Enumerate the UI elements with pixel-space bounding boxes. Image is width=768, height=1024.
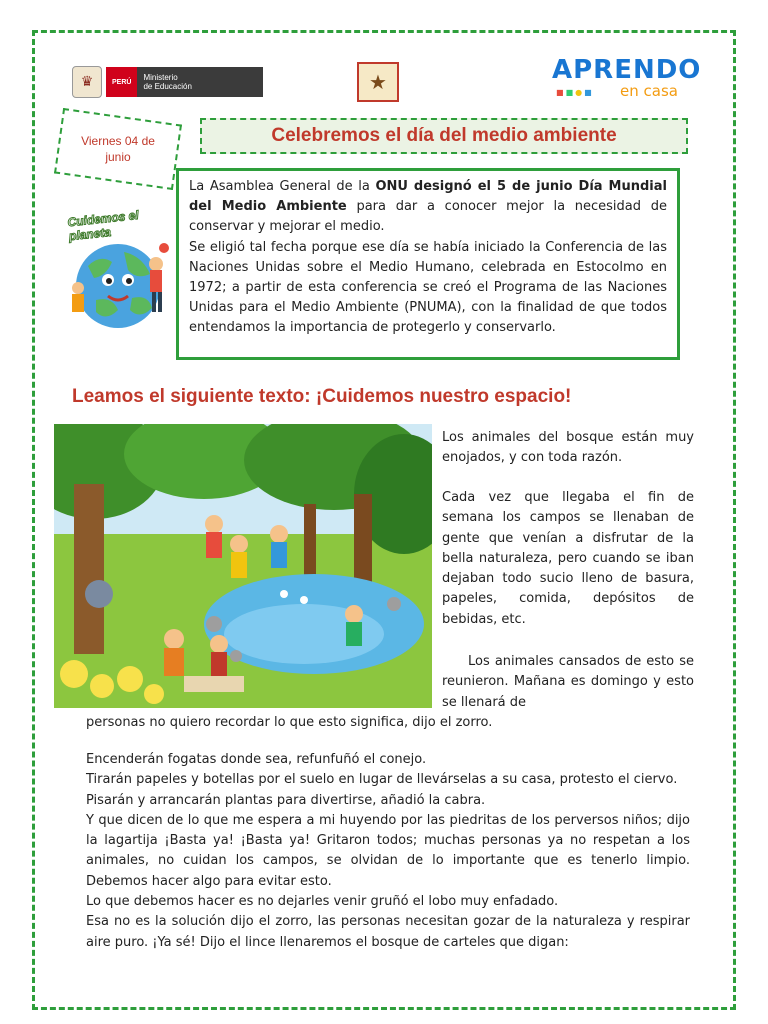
story-line: Y que dicen de lo que me espera a mi huyendo por las piedritas de los perversos niños; dijo la lagartija ¡Basta ya! ¡Basta ya! Gritaron todos; muchas personas ya no respetan a los animales, no cuidan los campos, se olvidan de lo importante que es tenerlo limpio. Debemos hacer algo para evitar esto. <box>86 812 690 889</box>
story-paragraph-3 <box>442 652 694 713</box>
story-line: Encenderán fogatas donde sea, refunfuñó el conejo. <box>86 752 427 767</box>
school-emblem-icon: ★ <box>357 62 399 102</box>
page-title: Celebremos el día del medio ambiente <box>271 125 617 146</box>
intro-paragraph-2: Se eligió tal fecha porque ese día se había iniciado la Conferencia de las Naciones Unidas sobre el Medio Humano, celebrada en Estocolmo en 1972; a partir de esta conferencia se creó el Programa de las Naciones Unidas para el Medio Ambiente (PNUMA), con la finalidad de que todos entendamos la importancia de protegerlo y conservarlo. <box>189 239 667 336</box>
forest-picnic-icon <box>54 424 432 708</box>
story-line: Tirarán papeles y botellas por el suelo en lugar de llevárselas a su casa, protesto el ciervo. <box>86 772 678 788</box>
story-paragraph-3-continued <box>86 713 690 733</box>
ministry-name <box>137 67 263 97</box>
brand-line1: APRENDO <box>552 55 702 85</box>
title-banner <box>200 118 688 154</box>
story-line: Esa no es la solución dijo el zorro, las personas necesitan gozar de la naturaleza y respirar aire puro. ¡Ya sé! Dijo el lince llenaremos el bosque de carteles que digan: <box>86 914 690 950</box>
story-line: Pisarán y arrancarán plantas para divertirse, añadió la cabra. <box>86 792 486 808</box>
story-paragraph-1 <box>442 428 694 469</box>
coat-of-arms-icon: ♛ <box>72 66 102 98</box>
date-text: Viernes 04 de junio <box>81 134 155 164</box>
story-text-3: Los animales cansados de esto se reunieron. Mañana es domingo y esto se llenará de <box>442 654 694 710</box>
country-badge: PERÚ <box>106 67 137 97</box>
aprendo-en-casa-logo <box>552 55 702 100</box>
intro-box <box>176 168 680 360</box>
story-text-2: Cada vez que llegaba el fin de semana los campos se llenaban de gente que venían a disfrutar de la bella naturaleza, pero cuando se iban dejaban todo sucio lleno de basura, papeles, comida, depósitos de bebidas, etc. <box>442 490 694 627</box>
story-line: Lo que debemos hacer es no dejarles venir gruñó el lobo muy enfadado. <box>86 894 559 910</box>
ministry-logo <box>72 66 263 98</box>
story-text-1: Los animales del bosque están muy enojados, y con toda razón. <box>442 430 694 466</box>
forest-scene-illustration <box>54 424 432 708</box>
planet-illustration <box>66 204 170 344</box>
brand-line2: en casa <box>620 82 678 100</box>
story-paragraph-2 <box>442 488 694 630</box>
story-text-3b: personas no quiero recordar lo que esto significa, dijo el zorro. <box>86 715 493 730</box>
ministry-name-line2: de Educación <box>143 82 192 91</box>
brand-dots-icon: ■■●■ <box>556 88 594 97</box>
story-dialogue <box>86 750 690 953</box>
intro-text-end: para dar a conocer mejor la necesidad de conservar y mejorar el medio. <box>189 199 667 235</box>
planet-label: Cuidemos el planeta <box>66 207 140 244</box>
intro-highlight: ONU designó el 5 de junio Día Mundial del Medio Ambiente <box>189 179 667 215</box>
reading-heading: Leamos el siguiente texto: ¡Cuidemos nuestro espacio! <box>72 386 572 407</box>
intro-paragraph-1 <box>189 177 667 238</box>
intro-text-start: La Asamblea General de la <box>189 179 376 194</box>
ministry-name-line1: Ministerio <box>143 73 178 82</box>
